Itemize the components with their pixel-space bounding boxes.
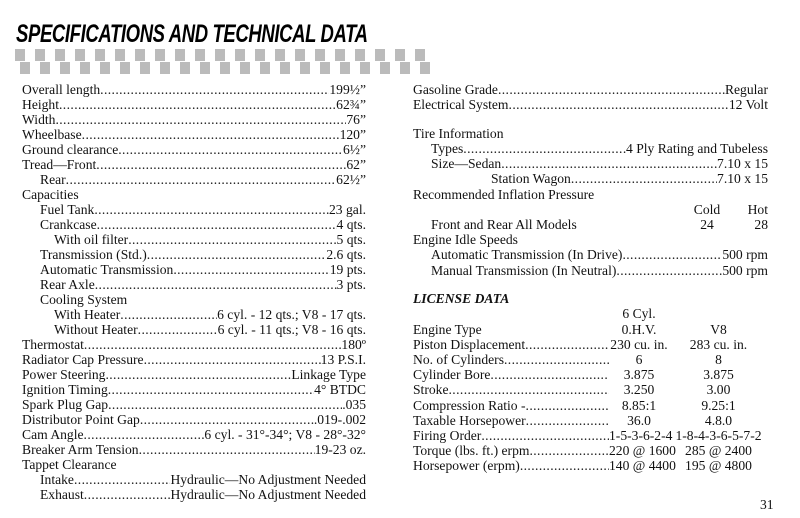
checkered-divider — [15, 49, 433, 74]
dot-leader — [526, 398, 609, 413]
spec-label: Wheelbase — [22, 127, 82, 142]
page-number: 31 — [760, 497, 774, 512]
value-v8: V8 — [710, 321, 727, 337]
spec-row — [22, 352, 366, 367]
spec-row — [413, 322, 768, 337]
dot-leader — [84, 427, 205, 442]
spec-row — [413, 458, 768, 473]
dot-leader — [118, 142, 343, 157]
dot-leader — [449, 382, 610, 397]
spec-value: 5 qts. — [336, 232, 366, 247]
spec-label: Stroke — [413, 382, 449, 398]
value-6cyl: 3.250 — [623, 382, 655, 398]
spec-label: Manual Transmission (In Neutral) — [431, 262, 617, 278]
spec-row — [413, 126, 768, 141]
page-title: SPECIFICATIONS AND TECHNICAL DATA — [16, 20, 368, 48]
value-v8: 283 cu. in. — [689, 336, 748, 352]
spec-value: Hydraulic—No Adjustment Needed — [170, 487, 366, 502]
spec-row — [22, 262, 366, 277]
spec-row — [413, 398, 768, 413]
spec-row — [22, 157, 366, 172]
spec-label: Piston Displacement — [413, 336, 526, 352]
spec-value: 7.10 x 15 — [717, 156, 768, 172]
value-hot: 28 — [754, 217, 768, 232]
spec-label: Rear — [40, 172, 66, 187]
spec-row — [413, 278, 768, 292]
spec-value: 6 cyl. - 31°-34°; V8 - 28°-32° — [204, 427, 366, 442]
value-v8: 8 — [715, 352, 722, 367]
spec-label: No. of Cylinders — [413, 352, 504, 367]
spec-value: 62” — [346, 157, 366, 172]
spec-label: Compression Ratio - — [413, 397, 526, 413]
dot-leader — [498, 82, 725, 97]
dot-leader — [84, 337, 341, 352]
dot-leader — [74, 472, 170, 487]
value-v8: 3.875 — [703, 367, 734, 383]
dot-leader — [128, 232, 336, 247]
spec-row — [22, 247, 366, 262]
spec-row — [413, 413, 768, 428]
dot-leader — [94, 202, 329, 217]
spec-label: Power Steering — [22, 367, 106, 382]
dot-leader — [100, 82, 329, 97]
spec-label: Spark Plug Gap — [22, 397, 109, 412]
dot-leader — [138, 322, 218, 337]
spec-value: .035 — [342, 397, 366, 412]
section-heading: LICENSE DATA — [413, 291, 510, 307]
dot-leader — [526, 413, 609, 428]
spec-row — [413, 202, 768, 217]
dot-leader — [96, 157, 346, 172]
spec-row — [22, 322, 366, 337]
spec-label: Transmission (Std.) — [40, 247, 147, 262]
spec-label: Rear Axle — [40, 277, 95, 292]
dot-leader — [504, 352, 609, 367]
dot-leader — [463, 141, 626, 156]
spec-row — [413, 82, 768, 97]
spec-label: Cam Angle — [22, 427, 84, 442]
spec-label: Ignition Timing — [22, 382, 108, 397]
spec-label: Thermostat — [22, 337, 84, 352]
spec-label: Firing Order — [413, 427, 482, 443]
spec-row — [413, 367, 768, 382]
spec-label: Height — [22, 97, 59, 112]
value-v8: 9.25:1 — [701, 397, 736, 413]
spec-value: 6 cyl. - 11 qts.; V8 - 16 qts. — [217, 322, 366, 337]
specs-right-column — [413, 82, 768, 474]
value-6cyl: 8.85:1 — [621, 397, 657, 413]
spec-label: Radiator Cap Pressure — [22, 352, 144, 367]
spec-value: 4 qts. — [336, 217, 366, 232]
spec-label: Ground clearance — [22, 142, 119, 157]
spec-label: Breaker Arm Tension — [22, 442, 139, 457]
spec-value: 62½” — [336, 172, 366, 187]
spec-row — [413, 443, 768, 458]
dot-leader — [140, 412, 314, 427]
spec-label: With Heater — [54, 307, 121, 322]
dot-leader — [108, 397, 342, 412]
dot-leader — [622, 247, 722, 262]
spec-label: Fuel Tank — [40, 202, 95, 217]
spec-heading: Tappet Clearance — [22, 457, 117, 472]
value-6cyl: 6 Cyl. — [622, 306, 656, 322]
spec-row — [22, 472, 366, 487]
spec-value: .019-.002 — [313, 412, 366, 427]
spec-row — [22, 337, 366, 352]
spec-row — [413, 112, 768, 126]
dot-leader — [95, 277, 337, 292]
spec-label: Horsepower (erpm) — [413, 458, 520, 474]
spec-row — [413, 217, 768, 232]
spec-row — [413, 428, 768, 443]
spec-row — [22, 172, 366, 187]
spec-row — [22, 487, 366, 502]
spec-value: 23 gal. — [329, 202, 366, 217]
dot-leader — [525, 337, 609, 352]
spec-row — [413, 156, 768, 171]
spec-label: Intake — [40, 472, 74, 487]
value-6cyl: 1-5-3-6-2-4 — [609, 427, 673, 443]
value-6cyl: 220 @ 1600 — [609, 443, 676, 459]
spec-row — [413, 306, 768, 321]
value-6cyl: 230 cu. in. — [610, 336, 668, 352]
spec-row — [413, 291, 768, 306]
spec-row — [413, 171, 768, 186]
value-6cyl: 0.H.V. — [621, 321, 657, 337]
dot-leader — [82, 127, 340, 142]
spec-heading: Recommended Inflation Pressure — [413, 186, 595, 202]
dot-leader — [520, 458, 609, 473]
dot-leader — [59, 97, 336, 112]
spec-row — [22, 187, 366, 202]
spec-label: Front and Rear All Models — [431, 217, 577, 232]
spec-row — [413, 97, 768, 112]
spec-label: Torque (lbs. ft.) erpm — [413, 443, 530, 459]
spec-label: Distributor Point Gap — [22, 412, 140, 427]
spec-row — [22, 277, 366, 292]
spec-row — [413, 187, 768, 202]
spec-row — [22, 217, 366, 232]
spec-value: 62¾” — [336, 97, 366, 112]
spec-heading: Engine Idle Speeds — [413, 232, 518, 248]
spec-label: Automatic Transmission — [40, 262, 174, 277]
value-6cyl: 6 — [635, 352, 643, 367]
spec-value: Linkage Type — [291, 367, 366, 382]
spec-label: Types — [431, 141, 464, 157]
spec-value: 2.6 qts. — [326, 247, 366, 262]
specs-left-column — [22, 82, 366, 502]
dot-leader — [84, 487, 171, 502]
spec-row — [22, 412, 366, 427]
spec-row — [22, 142, 366, 157]
spec-value: 500 rpm — [722, 247, 768, 263]
spec-row — [413, 352, 768, 367]
spec-label: Taxable Horsepower — [413, 412, 526, 428]
spec-row — [413, 247, 768, 262]
spec-row — [413, 337, 768, 352]
dot-leader — [55, 112, 346, 127]
spec-value: 19-23 oz. — [314, 442, 366, 457]
spec-value: 120” — [339, 127, 366, 142]
dot-leader — [481, 428, 609, 443]
spec-label: Gasoline Grade — [413, 82, 498, 97]
value-cold: 24 — [700, 217, 714, 232]
spec-row — [413, 141, 768, 156]
dot-leader — [173, 262, 329, 277]
spec-label: Electrical System — [413, 97, 509, 113]
spec-row — [22, 382, 366, 397]
dot-leader — [108, 382, 314, 397]
spec-heading: Cooling System — [40, 292, 128, 307]
spec-row — [22, 232, 366, 247]
spec-label: Overall length — [22, 82, 101, 97]
spec-row — [413, 263, 768, 278]
spec-label: Tread—Front — [22, 157, 97, 172]
spec-row — [22, 367, 366, 382]
dot-leader — [501, 156, 717, 171]
spec-value: 13 P.S.I. — [320, 352, 366, 367]
value-v8: 1-8-4-3-6-5-7-2 — [675, 427, 762, 443]
spec-row — [22, 112, 366, 127]
spec-value: 6½” — [342, 142, 366, 157]
dot-leader — [66, 172, 337, 187]
spec-row — [22, 442, 366, 457]
spec-label: With oil filter — [54, 232, 129, 247]
spec-label: Automatic Transmission (In Drive) — [431, 247, 623, 263]
spec-value: 6 cyl. - 12 qts.; V8 - 17 qts. — [217, 307, 366, 322]
spec-label: Cylinder Bore — [413, 367, 491, 383]
spec-row — [22, 127, 366, 142]
dot-leader — [529, 443, 609, 458]
spec-value: 500 rpm — [722, 262, 768, 278]
spec-value: 199½” — [329, 82, 366, 97]
dot-leader — [139, 442, 315, 457]
value-v8: 195 @ 4800 — [685, 458, 752, 474]
spec-label: Crankcase — [40, 217, 97, 232]
value-hot: Hot — [747, 201, 768, 217]
dot-leader — [105, 367, 291, 382]
spec-value: 7.10 x 15 — [717, 171, 768, 187]
dot-leader — [147, 247, 327, 262]
spec-row — [22, 97, 366, 112]
spec-value: 76” — [346, 112, 366, 127]
spec-value: Regular — [724, 82, 768, 97]
spec-row — [22, 397, 366, 412]
spec-heading: Tire Information — [413, 125, 504, 141]
value-v8: 285 @ 2400 — [685, 443, 752, 459]
dot-leader — [616, 263, 722, 278]
spec-row — [22, 457, 366, 472]
spec-label: Without Heater — [54, 322, 138, 337]
value-6cyl: 3.875 — [623, 367, 655, 383]
spec-value: Hydraulic—No Adjustment Needed — [170, 472, 366, 487]
spec-value: 12 Volt — [728, 97, 768, 113]
spec-row — [22, 202, 366, 217]
value-v8: 4.8.0 — [704, 412, 733, 428]
spec-value: 4 Ply Rating and Tubeless — [626, 141, 768, 157]
spec-label: Engine Type — [413, 321, 482, 337]
spec-row — [413, 232, 768, 247]
value-6cyl: 140 @ 4400 — [609, 458, 676, 474]
spec-row — [22, 292, 366, 307]
spec-value: 19 pts. — [329, 262, 366, 277]
spec-value: 180º — [341, 337, 366, 352]
spec-value: 3 pts. — [336, 277, 366, 292]
value-cold: Cold — [693, 201, 721, 217]
dot-leader — [144, 352, 321, 367]
spec-row — [22, 427, 366, 442]
spec-label: Width — [22, 112, 56, 127]
spec-heading: Capacities — [22, 187, 79, 202]
dot-leader — [571, 171, 717, 186]
dot-leader — [120, 307, 217, 322]
spec-label: Size—Sedan — [431, 156, 502, 172]
value-v8: 3.00 — [706, 382, 731, 398]
spec-label: Exhaust — [40, 487, 84, 502]
spec-value: 4° BTDC — [314, 382, 366, 397]
spec-row — [22, 307, 366, 322]
spec-label: Station Wagon — [491, 171, 571, 187]
spec-row — [413, 382, 768, 397]
dot-leader — [509, 97, 729, 112]
dot-leader — [490, 367, 609, 382]
dot-leader — [97, 217, 337, 232]
spec-row — [22, 82, 366, 97]
value-6cyl: 36.0 — [627, 412, 651, 428]
